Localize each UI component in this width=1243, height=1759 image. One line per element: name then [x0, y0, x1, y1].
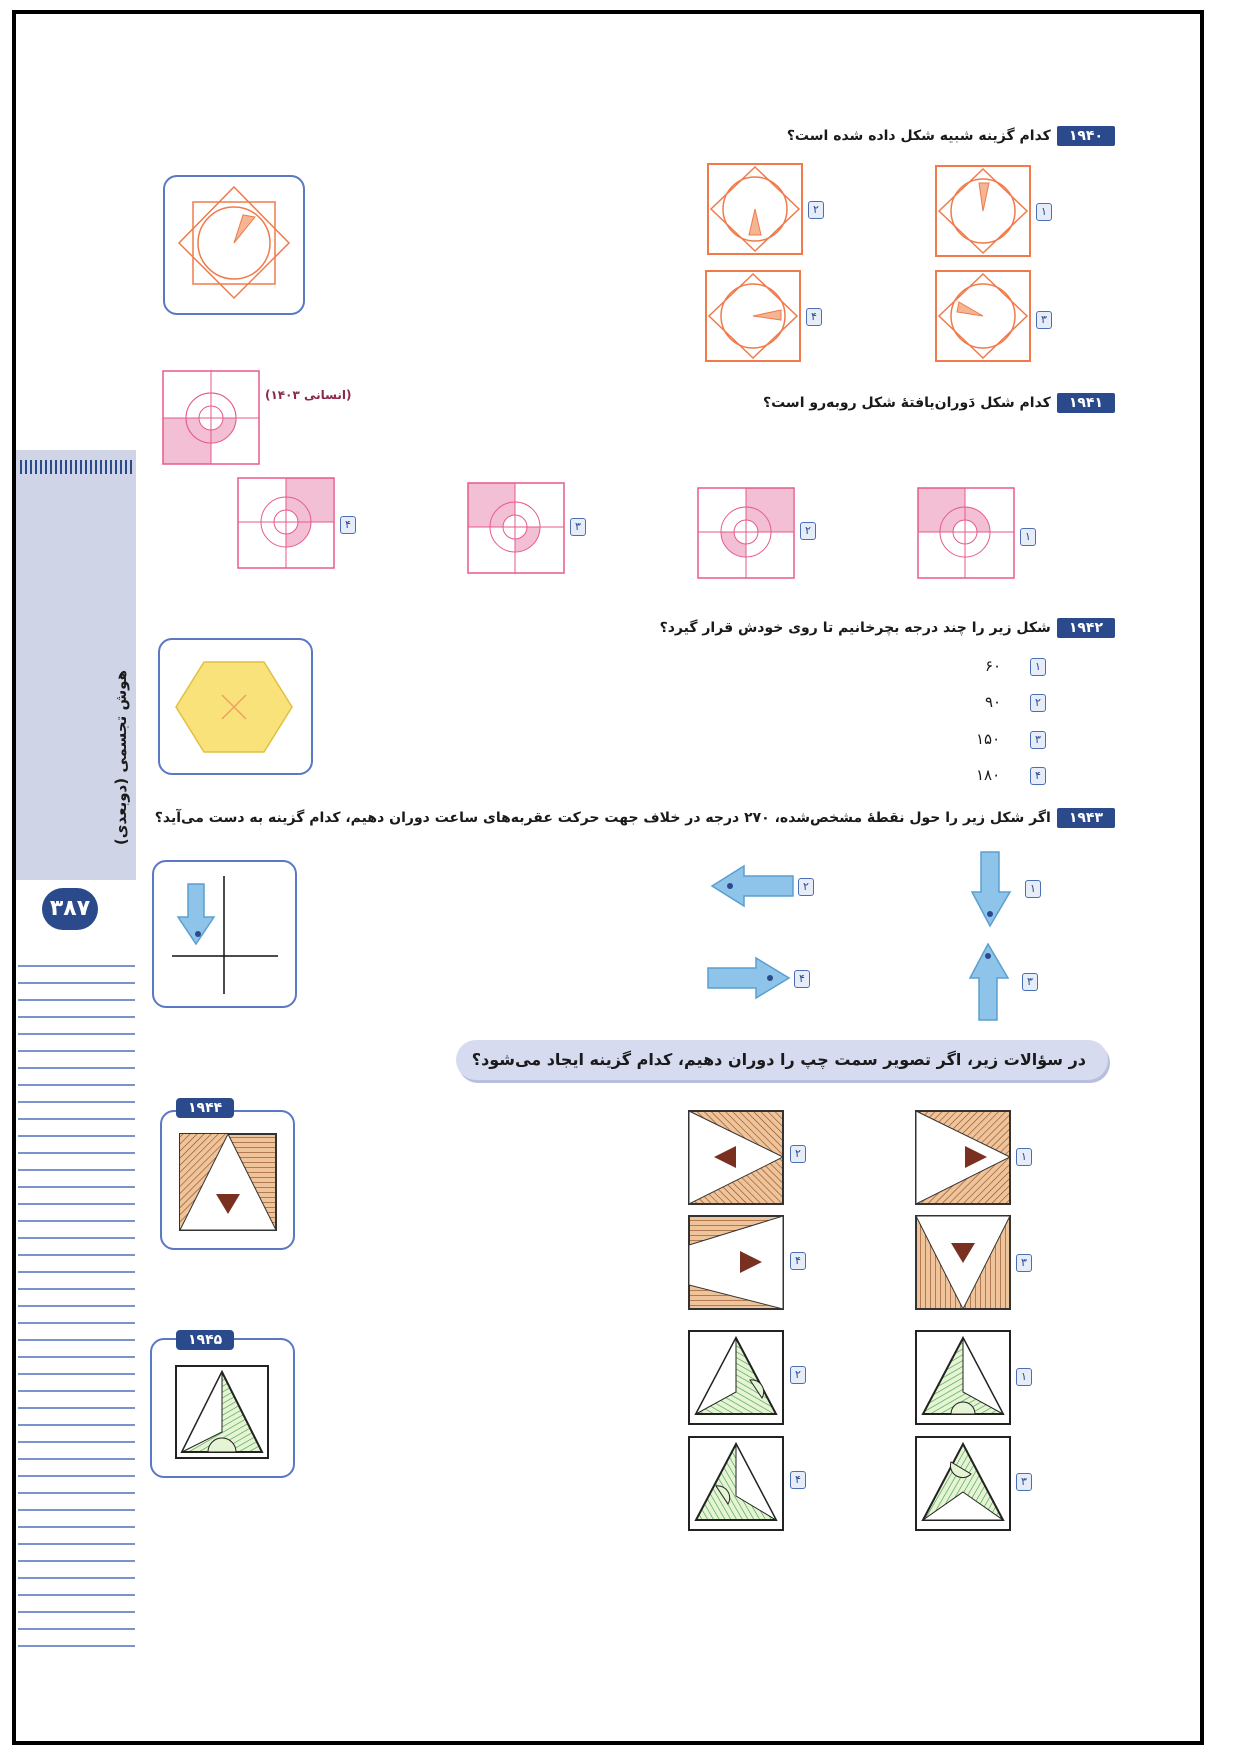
question-1940-header	[787, 126, 1115, 146]
option-label-4: ۴	[790, 1471, 806, 1489]
option-label-1: ۱	[1025, 880, 1041, 898]
section-instruction-banner: در سؤالات زیر، اگر تصویر سمت چپ را دوران دهیم، کدام گزینه ایجاد می‌شود؟	[456, 1040, 1108, 1080]
option-label-3: ۳	[1030, 731, 1046, 749]
option-label-1: ۱	[1030, 658, 1046, 676]
q1944-option-2[interactable]	[688, 1110, 784, 1205]
option-label-4: ۴	[1030, 767, 1046, 785]
q1942-choice-3[interactable]	[976, 729, 1000, 748]
option-label-1: ۱	[1020, 528, 1036, 546]
sidebar-ticks	[20, 460, 132, 474]
sidebar-lines	[18, 950, 135, 1650]
q1941-option-4[interactable]	[237, 477, 335, 569]
axis-arrow-figure	[154, 862, 295, 1006]
hexagon-figure	[160, 640, 311, 773]
option-label-4: ۴	[340, 516, 356, 534]
question-text: شکل زیر را چند درجه بچرخانیم تا روی خودش قرار گیرد؟	[659, 620, 1051, 636]
question-number-1945: ۱۹۴۵	[176, 1330, 234, 1350]
striped-triangle-figure	[162, 1112, 293, 1248]
option-label-2: ۲	[808, 201, 824, 219]
option-label-2: ۲	[798, 878, 814, 896]
q1945-option-3[interactable]	[915, 1436, 1011, 1531]
option-label-4: ۴	[790, 1252, 806, 1270]
option-label-1: ۱	[1016, 1148, 1032, 1166]
q1940-option-1[interactable]	[935, 165, 1031, 257]
q1940-option-3[interactable]	[935, 270, 1031, 362]
question-1941-header	[763, 393, 1115, 413]
source-note: (انسانی ۱۴۰۳)	[265, 388, 352, 402]
option-label-2: ۲	[790, 1145, 806, 1163]
option-label-1: ۱	[1036, 203, 1052, 221]
q1940-option-4[interactable]	[705, 270, 801, 362]
choice-value: ۹۰	[985, 693, 1002, 711]
question-number: ۱۹۴۰	[1057, 126, 1115, 146]
question-number: ۱۹۴۳	[1057, 808, 1115, 828]
option-label-3: ۳	[570, 518, 586, 536]
option-label-2: ۲	[800, 522, 816, 540]
option-label-1: ۱	[1016, 1368, 1032, 1386]
q1945-reference-panel	[150, 1338, 295, 1478]
question-1943-header	[155, 808, 1115, 828]
q1944-reference-panel	[160, 1110, 295, 1250]
q1940-reference-panel	[163, 175, 305, 315]
q1943-option-3[interactable]	[968, 942, 1010, 1022]
choice-value: ۱۵۰	[976, 730, 1001, 748]
q1941-option-2[interactable]	[697, 487, 795, 579]
choice-value: ۶۰	[985, 657, 1002, 675]
q1941-option-3[interactable]	[467, 482, 565, 574]
option-label-4: ۴	[794, 970, 810, 988]
q1943-option-1[interactable]	[970, 850, 1012, 930]
q1941-option-1[interactable]	[917, 487, 1015, 579]
q1945-option-1[interactable]	[915, 1330, 1011, 1425]
question-1942-header	[660, 618, 1115, 638]
option-label-3: ۳	[1016, 1254, 1032, 1272]
question-number: ۱۹۴۲	[1057, 618, 1115, 638]
q1945-option-4[interactable]	[688, 1436, 784, 1531]
option-label-2: ۲	[1030, 694, 1046, 712]
question-text: اگر شکل زیر را حول نقطهٔ مشخص‌شده، ۲۷۰ درجه در خلاف جهت حرکت عقربه‌های ساعت دوران دهیم، کدام گزینه به دست می‌آید؟	[154, 810, 1051, 826]
q1943-option-2[interactable]	[710, 864, 795, 908]
q1943-option-4[interactable]	[706, 956, 791, 1000]
sidebar-title: هوش تجسمی (دوبعدی)	[112, 670, 130, 846]
green-triangle-figure	[152, 1340, 293, 1476]
option-label-4: ۴	[806, 308, 822, 326]
option-label-2: ۲	[790, 1366, 806, 1384]
question-number-1944: ۱۹۴۴	[176, 1098, 234, 1118]
option-label-3: ۳	[1036, 311, 1052, 329]
reference-figure	[165, 177, 303, 313]
question-text: کدام گزینه شبیه شکل داده شده است؟	[786, 128, 1051, 144]
q1942-choice-1[interactable]	[985, 656, 1001, 675]
choice-value: ۱۸۰	[976, 766, 1001, 784]
q1944-option-1[interactable]	[915, 1110, 1011, 1205]
page-number: ۳۸۷	[42, 888, 98, 930]
q1942-reference-panel	[158, 638, 313, 775]
q1940-option-2[interactable]	[707, 163, 803, 255]
q1943-reference-panel	[152, 860, 297, 1008]
question-number: ۱۹۴۱	[1057, 393, 1115, 413]
q1942-choice-2[interactable]	[985, 692, 1001, 711]
q1944-option-3[interactable]	[915, 1215, 1011, 1310]
option-label-3: ۳	[1022, 973, 1038, 991]
question-text: کدام شکل دَوران‌یافتهٔ شکل روبه‌رو است؟	[762, 395, 1051, 411]
option-label-3: ۳	[1016, 1473, 1032, 1491]
q1942-choice-4[interactable]	[976, 765, 1000, 784]
q1944-option-4[interactable]	[688, 1215, 784, 1310]
q1945-option-2[interactable]	[688, 1330, 784, 1425]
q1941-reference-figure	[162, 370, 260, 466]
